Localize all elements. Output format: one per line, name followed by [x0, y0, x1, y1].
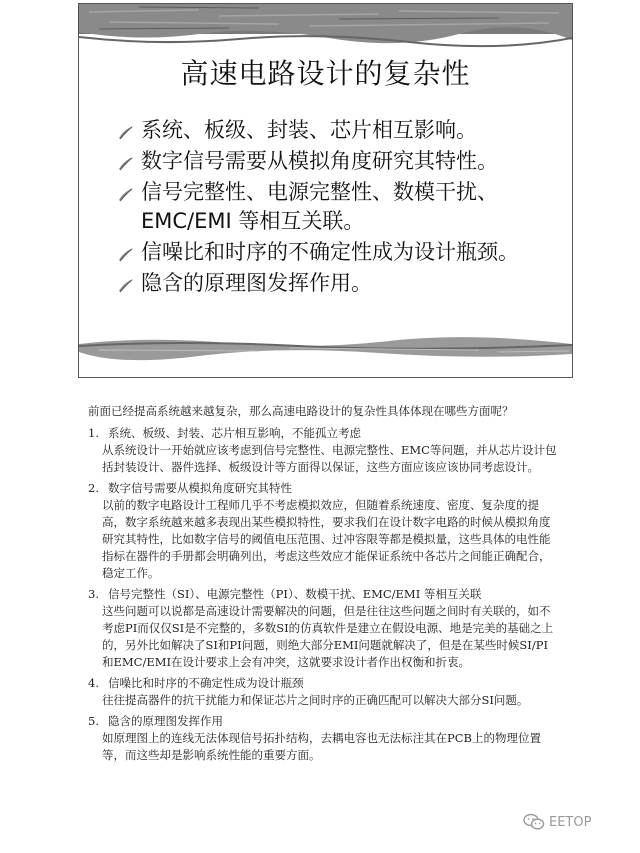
top-brush-decoration: [79, 4, 572, 48]
notes-section-body: 如原理图上的连线无法体现信号拓扑结构，去耦电容也无法标注其在PCB上的物理位置等，而这些却是影响系统性能的重要方面。: [102, 731, 541, 762]
eetop-watermark: [523, 811, 591, 833]
notes-section-body: 以前的数字电路设计工程师几乎不考虑模拟效应，但随着系统速度、密度、复杂度的提高，数字系统越来越多表现出某些模拟特性，要求我们在设计数字电路的时候从模拟角度研究其特性，比如数字信号的阈值电压范围、过冲容限等都是模拟量，这些具体的电性能指标在器件的手册都会明确列出，考虑这些效应才能保证系统中各芯片之间能正确配合，稳定工作。: [102, 498, 551, 580]
notes-section: [88, 480, 558, 582]
speaker-notes: [88, 403, 558, 768]
section-title: 隐含的原理图发挥作用: [108, 714, 223, 728]
section-title: 数字信号需要从模拟角度研究其特性: [108, 481, 292, 495]
slide-bullet-text: 数字信号需要从模拟角度研究其特性。: [141, 149, 498, 173]
wechat-icon: [523, 813, 545, 831]
notes-section: [88, 425, 558, 476]
slide-bullet-text: 隐含的原理图发挥作用。: [141, 271, 372, 295]
section-title: 信噪比和时序的不确定性成为设计瓶颈: [108, 676, 304, 690]
slide-bullet: [117, 269, 557, 298]
brush-bullet-icon: [117, 186, 135, 202]
slide-title: 高速电路设计的复杂性: [180, 57, 471, 90]
section-number: 2.: [88, 481, 99, 495]
notes-section-body: 往往提高器件的抗干扰能力和保证芯片之间时序的正确匹配可以解决大部分SI问题。: [102, 693, 529, 707]
notes-intro: 前面已经提高系统越来越复杂，那么高速电路设计的复杂性具体体现在哪些方面呢？: [88, 404, 514, 418]
notes-section-heading: [88, 675, 558, 692]
watermark-text: EETOP: [549, 814, 592, 830]
section-number: 5.: [88, 714, 99, 728]
section-title: 信号完整性（SI）、电源完整性（PI）、数模干扰、EMC/EMI 等相互关联: [108, 587, 482, 601]
brush-bullet-icon: [117, 124, 135, 140]
section-number: 3.: [88, 587, 99, 601]
slide-bullet-text: 信号完整性、电源完整性、数模干扰、EMC/EMI 等相互关联。: [141, 180, 498, 233]
notes-section-heading: [88, 425, 558, 442]
bottom-brush-decoration: [79, 334, 572, 362]
slide-bullet-list: [117, 116, 557, 300]
notes-section: [88, 586, 558, 671]
brush-bullet-icon: [117, 277, 135, 293]
slide-bullet-text: 系统、板级、封装、芯片相互影响。: [141, 118, 477, 142]
slide-bullet: [117, 178, 557, 236]
notes-section-heading: [88, 586, 558, 603]
notes-section-heading: [88, 480, 558, 497]
notes-section-body: 这些问题可以说都是高速设计需要解决的问题，但是往往这些问题之间时有关联的，如不考虑PI而仅仅SI是不完整的，多数SI的仿真软件是建立在假设电源、地是完美的基础之上的，另外比如解决了SI和PI问题，则绝大部分EMI问题就解决了，但是在某些时候SI/PI和EMC/EMI在设计要求上会有冲突，这就要求设计者作出权衡和折衷。: [102, 604, 554, 669]
section-title: 系统、板级、封装、芯片相互影响，不能孤立考虑: [108, 426, 361, 440]
slide-bullet: [117, 116, 557, 145]
notes-section: [88, 675, 558, 709]
slide-panel: [78, 3, 573, 378]
section-number: 4.: [88, 676, 99, 690]
notes-section-body: 从系统设计一开始就应该考虑到信号完整性、电源完整性、EMC等问题，并从芯片设计包括封装设计、器件选择、板级设计等方面得以保证，这些方面应该应该协同考虑设计。: [102, 443, 557, 474]
notes-section-heading: [88, 713, 558, 730]
notes-section: [88, 713, 558, 764]
brush-bullet-icon: [117, 246, 135, 262]
section-number: 1.: [88, 426, 99, 440]
slide-bullet: [117, 147, 557, 176]
slide-bullet: [117, 238, 557, 267]
brush-bullet-icon: [117, 155, 135, 171]
slide-bullet-text: 信噪比和时序的不确定性成为设计瓶颈。: [141, 240, 519, 264]
